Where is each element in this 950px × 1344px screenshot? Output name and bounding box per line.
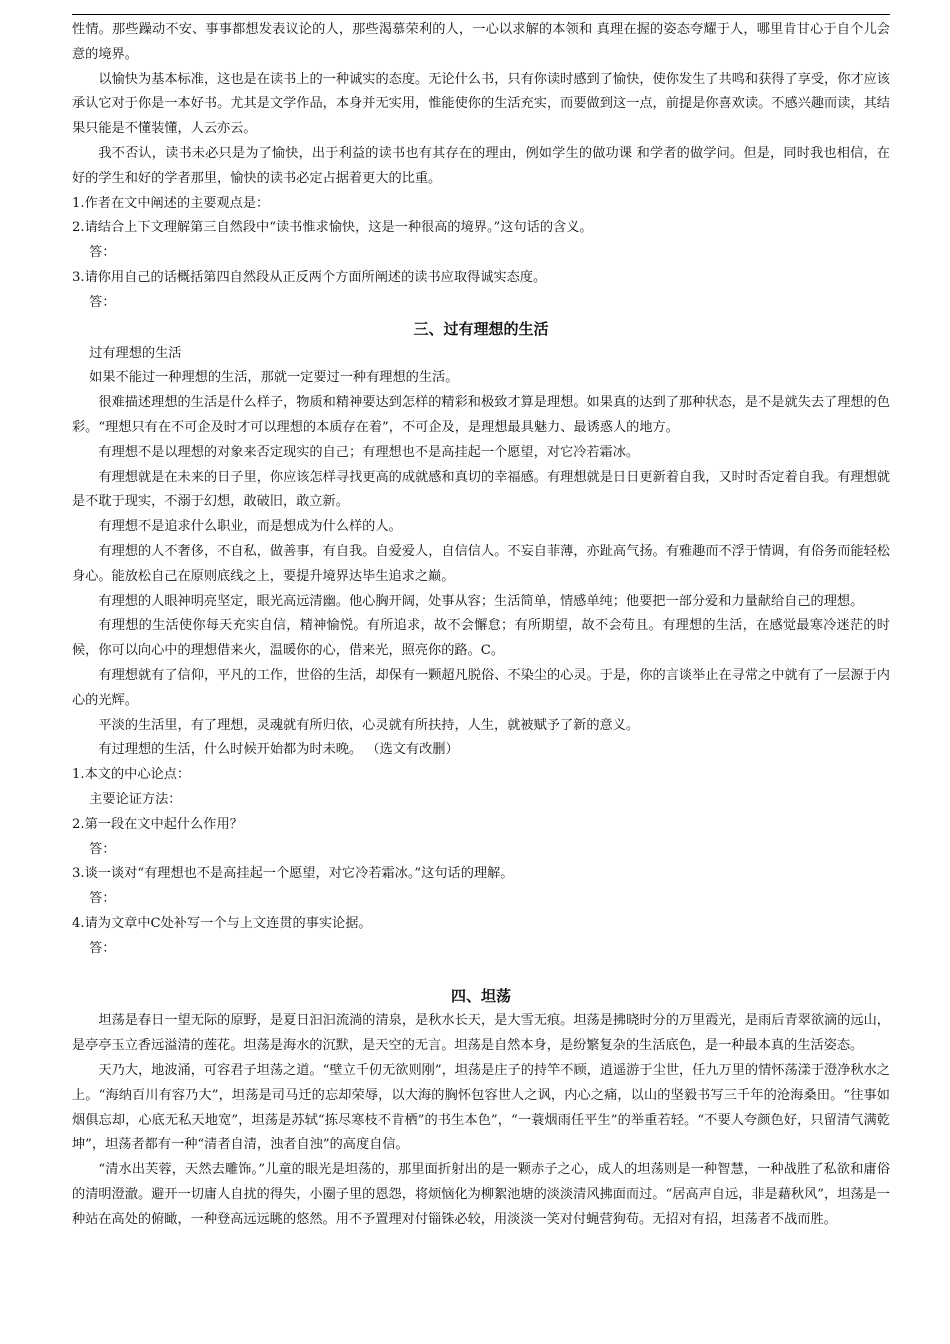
question: 3.请你用自己的话概括第四自然段从正反两个方面所阐述的读书应取得诚实态度。 bbox=[72, 269, 547, 285]
section-title: 三、过有理想的生活 bbox=[413, 319, 549, 338]
question: 1.作者在文中阐述的主要观点是： bbox=[72, 195, 270, 211]
paragraph: 我不否认，读书未必只是为了愉快，出于利益的读书也有其存在的理由，例如学生的做功课 和学者的做学问。但是，同时我也相信，在好的学生和好的学者那里，愉快的读书必定占据着更大的比重。 bbox=[72, 145, 890, 186]
article-subtitle: 过有理想的生活 bbox=[89, 345, 182, 361]
paragraph: 性情。那些躁动不安、事事都想发表议论的人，那些渴慕荣利的人，一心以求解的本领和 真理在握的姿态夸耀于人，哪里肯甘心于自个儿会意的境界。 bbox=[72, 22, 890, 62]
paragraph: 有理想就有了信仰，平凡的工作，世俗的生活，却保有一颗超凡脱俗、不染尘的心灵。于是，你的言谈举止在寻常之中就有了一层源于内心的光辉。 bbox=[72, 667, 890, 708]
question: 2.第一段在文中起什么作用？ bbox=[72, 816, 243, 832]
question: 主要论证方法： bbox=[89, 791, 182, 807]
spacer bbox=[72, 961, 890, 983]
paragraph: 有理想的人不奢侈，不自私，做善事，有自我。自爱爱人，自信信人。不妄自菲薄，亦趾高气扬。有雅趣而不浮于情调，有俗务而能轻松身心。能放松自己在原则底线之上，要提升境界达毕生追求之巅。 bbox=[72, 543, 890, 584]
question: 2.请结合上下文理解第三自然段中“读书惟求愉快，这是一种很高的境界。”这句话的含义。 bbox=[72, 220, 593, 236]
section-title: 四、坦荡 bbox=[450, 987, 511, 1006]
paragraph: 平淡的生活里，有了理想，灵魂就有所归依，心灵就有所扶持，人生，就被赋予了新的意义。 bbox=[98, 717, 640, 733]
paragraph: 有理想的人眼神明亮坚定，眼光高远清幽。他心胸开阔，处事从容；生活简单，情感单纯；他要把一部分爱和力量献给自己的理想。 bbox=[98, 593, 864, 609]
passage2-continued bbox=[72, 0, 890, 316]
paragraph: 坦荡是春日一望无际的原野，是夏日汩汩流淌的清泉，是秋水长天，是大雪无痕。坦荡是拂晓时分的万里霞光，是雨后青翠欲滴的远山，是亭亭玉立香远溢清的莲花。坦荡是海水的沉默，是天空的无言。坦荡是自然本身，是纷繁复杂的生活底色，是一种最本真的生活姿态。 bbox=[72, 1013, 890, 1054]
answer-label: 答： bbox=[89, 841, 116, 857]
answer-label: 答： bbox=[89, 294, 116, 310]
answer-label: 答： bbox=[89, 245, 116, 261]
question: 1.本文的中心论点： bbox=[72, 767, 191, 783]
paragraph: 很难描述理想的生活是什么样子，物质和精神要达到怎样的精彩和极致才算是理想。如果真的达到了那种状态，是不是就失去了理想的色彩。“理想只有在不可企及时才可以理想的本质存在着”，不可企及，是理想最具魅力、最诱惑人的地方。 bbox=[72, 395, 890, 435]
document-page bbox=[72, 0, 890, 1233]
paragraph: 有理想不是以理想的对象来否定现实的自己；有理想也不是高挂起一个愿望，对它冷若霜冰。 bbox=[98, 444, 640, 460]
paragraph: “清水出芙蓉，天然去雕饰。”儿童的眼光是坦荡的，那里面折射出的是一颗赤子之心，成人的坦荡则是一种智慧，一种战胜了私欲和庸俗的清明澄澈。避开一切庸人自扰的得失，小圈子里的恩怨，将烦恼化为柳絮池塘的淡淡清风拂面而过。“居高声自远，非是藉秋风”，坦荡是一种站在高处的俯瞰，一种登高远远眺的悠然。用不予置理对付锱铢必较，用淡淡一笑对付蝇营狗苟。无招对有招，坦荡者不战而胜。 bbox=[72, 1162, 890, 1227]
question: 4.请为文章中C处补写一个与上文连贯的事实论据。 bbox=[72, 915, 372, 931]
paragraph: 有过理想的生活，什么时候开始都为时未晚。 （选文有改删） bbox=[98, 742, 459, 758]
answer-label: 答： bbox=[89, 891, 116, 907]
paragraph: 以愉快为基本标准，这也是在读书上的一种诚实的态度。无论什么书，只有你读时感到了愉快，使你发生了共鸣和获得了享受，你才应该承认它对于你是一本好书。尤其是文学作品，本身并无实用，惟能使你的生活充实，而要做到这一点，前提是你喜欢读。不感兴趣而读，其结果只能是不懂装懂，人云亦云。 bbox=[72, 71, 890, 137]
paragraph: 天乃大，地波涌，可容君子坦荡之道。“壁立千仞无欲则刚”，坦荡是庄子的持竿不顾，逍遥游于尘世，任九万里的情怀荡漾于澄净秋水之上。“海纳百川有容乃大”，坦荡是司马迁的忘却荣辱，以大海的胸怀包容世人之讽，内心之痛，以山的坚毅书写三千年的沧海桑田。“往事如烟俱忘却，心底无私天地宽”，坦荡是苏轼“拣尽寒枝不肯栖”的书生本色”，“一蓑烟雨任平生”的举重若轻。“不要人夸颜色好，只留清气满乾坤”，坦荡者都有一种“清者自清，浊者自浊”的高度自信。 bbox=[72, 1063, 890, 1153]
section-3 bbox=[72, 316, 890, 962]
paragraph: 如果不能过一种理想的生活，那就一定要过一种有理想的生活。 bbox=[89, 370, 459, 386]
question: 3.谈一谈对“有理想也不是高挂起一个愿望，对它冷若霜冰。”这句话的理解。 bbox=[72, 866, 514, 882]
paragraph: 有理想的生活使你每天充实自信，精神愉悦。有所追求，故不会懈怠；有所期望，故不会苟且。有理想的生活，在感觉最寒冷迷茫的时候，你可以向心中的理想借来火，温暖你的心，借来光，照亮你的路。C。 bbox=[72, 618, 890, 659]
section-4 bbox=[72, 983, 890, 1232]
paragraph: 有理想不是追求什么职业，而是想成为什么样的人。 bbox=[98, 519, 402, 535]
paragraph: 有理想就是在未来的日子里，你应该怎样寻找更高的成就感和真切的幸福感。有理想就是日日更新着自我，又时时否定着自我。有理想就是不耽于现实，不溺于幻想，敢破旧，敢立新。 bbox=[72, 469, 890, 510]
answer-label: 答： bbox=[89, 940, 116, 956]
